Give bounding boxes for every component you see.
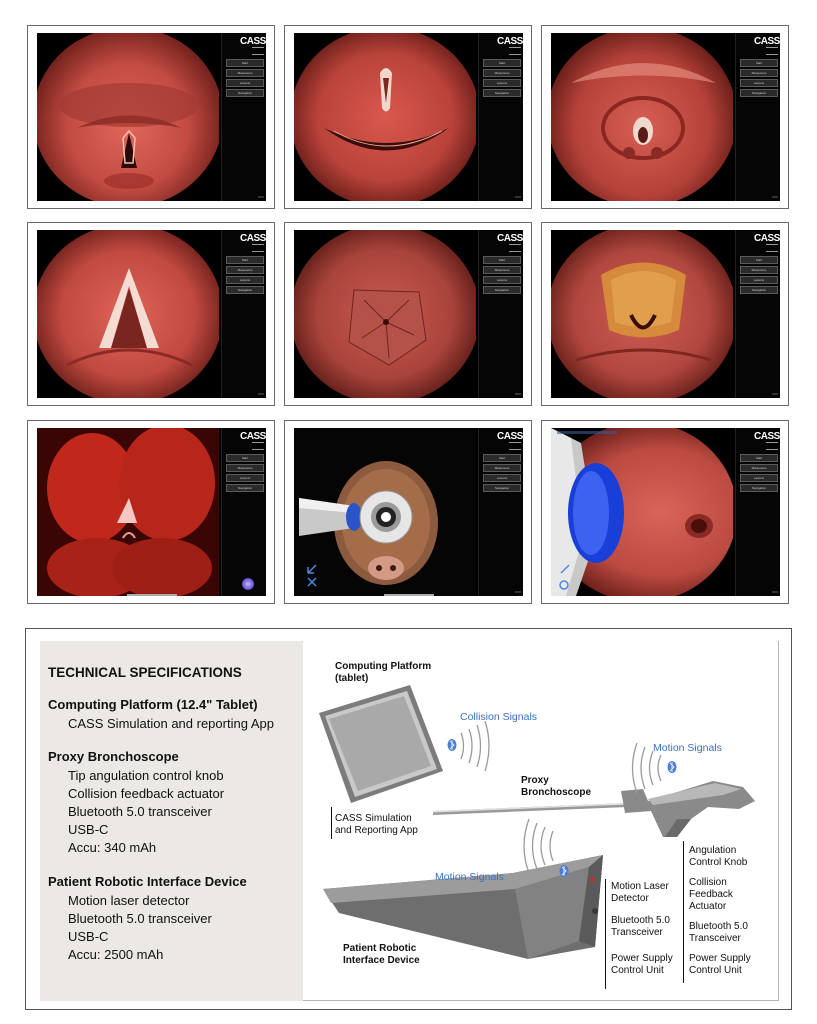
screenshot-panel: [541, 25, 789, 209]
interface-device-label: Patient Robotic: [343, 943, 417, 954]
endoscope-view: [551, 33, 733, 201]
logo-mark: [509, 442, 521, 450]
cass-logo: CASS: [754, 233, 780, 244]
start-button[interactable]: Start: [483, 59, 521, 67]
lesions-button[interactable]: Lesions: [483, 79, 521, 87]
logo-mark: [766, 442, 778, 450]
scope-part-label: Control Knob: [689, 857, 748, 868]
screenshot-panel: [284, 420, 532, 604]
logo-mark: [509, 244, 521, 252]
scope-part-label: Power Supply: [689, 953, 751, 964]
lesions-button[interactable]: Lesions: [226, 276, 264, 284]
spec-item: Tip angulation control knob: [68, 768, 224, 783]
spec-item: Collision feedback actuator: [68, 786, 225, 801]
start-button[interactable]: Start: [483, 454, 521, 462]
start-button[interactable]: Start: [483, 256, 521, 264]
device-part-label: Detector: [611, 893, 649, 904]
bronchoscope-label: Bronchoscope: [521, 787, 592, 798]
scope-parts-leader: [683, 841, 684, 983]
simulator-menu: [478, 33, 523, 201]
device-part-label: Motion Laser: [611, 881, 669, 892]
logo-mark: [509, 47, 521, 55]
simulator-screen: [551, 33, 780, 201]
scope-part-label: Transceiver: [689, 933, 741, 944]
simulator-screen: [551, 230, 780, 398]
navigation-button[interactable]: Navigation: [740, 89, 778, 97]
simulator-screen: [37, 230, 266, 398]
simulator-screen: [294, 428, 523, 596]
siri-icon[interactable]: [242, 578, 254, 590]
device-part-label: Power Supply: [611, 953, 673, 964]
lesions-button[interactable]: Lesions: [226, 79, 264, 87]
navigation-button[interactable]: Navigation: [483, 484, 521, 492]
endoscope-view: [294, 33, 476, 201]
maneuvres-button[interactable]: Maneuvres: [740, 69, 778, 77]
section-heading: Computing Platform (12.4" Tablet): [48, 697, 258, 712]
simulator-screen: [37, 428, 266, 596]
cass-logo: CASS: [497, 36, 523, 47]
scope-part-label: Actuator: [689, 901, 727, 912]
maneuvres-button[interactable]: Maneuvres: [483, 266, 521, 274]
simulator-menu: [735, 33, 780, 201]
maneuvres-button[interactable]: Maneuvres: [740, 266, 778, 274]
device-parts-leader: [605, 879, 606, 989]
scope-part-label: Control Unit: [689, 965, 742, 976]
motion-signal-waves-device: [524, 819, 553, 873]
status-marker: [772, 196, 778, 198]
status-marker: [515, 591, 521, 593]
status-marker: [772, 591, 778, 593]
simulator-screen: [551, 428, 780, 596]
home-indicator: [384, 594, 434, 596]
interface-device-label: Interface Device: [343, 955, 420, 966]
cass-logo: CASS: [240, 233, 266, 244]
cass-logo: CASS: [497, 431, 523, 442]
app-label: CASS Simulation: [335, 813, 412, 824]
lesions-button[interactable]: Lesions: [483, 474, 521, 482]
logo-mark: [252, 244, 264, 252]
maneuvres-button[interactable]: Maneuvres: [226, 464, 264, 472]
logo-mark: [252, 442, 264, 450]
lesions-button[interactable]: Lesions: [226, 474, 264, 482]
technical-specifications-figure: [25, 628, 792, 1010]
simulator-menu: [221, 230, 266, 398]
status-marker: [515, 196, 521, 198]
spec-item: USB-C: [68, 822, 109, 837]
simulator-screen: [294, 33, 523, 201]
device-part-label: Bluetooth 5.0: [611, 915, 670, 926]
navigation-button[interactable]: Navigation: [483, 286, 521, 294]
simulator-screen: [294, 230, 523, 398]
lesions-button[interactable]: Lesions: [740, 474, 778, 482]
navigation-button[interactable]: Navigation: [226, 286, 264, 294]
scope-part-label: Bluetooth 5.0: [689, 921, 748, 932]
spec-item: Bluetooth 5.0 transceiver: [68, 804, 212, 819]
section-heading: Proxy Bronchoscope: [48, 749, 179, 764]
patient-model-view: [294, 428, 476, 596]
navigation-button[interactable]: Navigation: [226, 89, 264, 97]
lesions-button[interactable]: Lesions: [740, 79, 778, 87]
logo-mark: [766, 47, 778, 55]
spec-item: Bluetooth 5.0 transceiver: [68, 911, 212, 926]
section-heading: Patient Robotic Interface Device: [48, 874, 247, 889]
system-diagram: [303, 641, 779, 1001]
tablet-subtitle: (tablet): [335, 673, 369, 684]
screenshot-panel: [27, 25, 275, 209]
spec-item: Accu: 2500 mAh: [68, 947, 164, 962]
cass-logo: CASS: [497, 233, 523, 244]
navigation-button[interactable]: Navigation: [483, 89, 521, 97]
maneuvres-button[interactable]: Maneuvres: [483, 69, 521, 77]
cass-logo: CASS: [754, 431, 780, 442]
screenshot-panel: [27, 420, 275, 604]
specifications-panel: [40, 641, 303, 1001]
endoscope-view: [37, 33, 219, 201]
lesions-button[interactable]: Lesions: [740, 276, 778, 284]
navigation-button[interactable]: Navigation: [226, 484, 264, 492]
spec-item: Accu: 340 mAh: [68, 840, 157, 855]
endoscope-view: [551, 428, 733, 596]
cass-logo: CASS: [754, 36, 780, 47]
start-button[interactable]: Start: [226, 454, 264, 462]
lesions-button[interactable]: Lesions: [483, 276, 521, 284]
start-button[interactable]: Start: [226, 256, 264, 264]
endoscope-view: [37, 428, 219, 596]
start-button[interactable]: Start: [226, 59, 264, 67]
collision-signal-waves: [461, 721, 489, 771]
maneuvres-button[interactable]: Maneuvres: [483, 464, 521, 472]
bluetooth-icon: [448, 739, 457, 751]
status-marker: [515, 393, 521, 395]
navigation-button[interactable]: Navigation: [740, 286, 778, 294]
motion-signals-scope-label: Motion Signals: [653, 742, 722, 754]
cass-logo: CASS: [240, 36, 266, 47]
screenshot-panel: [284, 25, 532, 209]
bluetooth-icon: [668, 761, 677, 773]
tablet-illustration: [319, 685, 443, 803]
endoscope-view: [551, 230, 733, 398]
status-marker: [258, 196, 264, 198]
start-button[interactable]: Start: [740, 454, 778, 462]
maneuvres-button[interactable]: Maneuvres: [740, 464, 778, 472]
scope-part-label: Collision: [689, 877, 727, 888]
cass-logo: CASS: [240, 431, 266, 442]
navigation-button[interactable]: Navigation: [740, 484, 778, 492]
simulator-screen: [37, 33, 266, 201]
screenshot-panel: [541, 222, 789, 406]
status-marker: [772, 393, 778, 395]
bluetooth-icon: [560, 865, 569, 877]
start-button[interactable]: Start: [740, 256, 778, 264]
app-label-leader: [331, 807, 332, 839]
screenshot-panel: [27, 222, 275, 406]
simulator-menu: [221, 428, 266, 596]
home-indicator: [127, 594, 177, 596]
device-part-label: Transceiver: [611, 927, 663, 938]
motion-signals-device-label: Motion Signals: [435, 871, 504, 883]
maneuvres-button[interactable]: Maneuvres: [226, 69, 264, 77]
collision-signals-label: Collision Signals: [460, 711, 538, 723]
status-readout: [557, 431, 617, 434]
simulator-menu: [221, 33, 266, 201]
endoscope-view: [37, 230, 219, 398]
status-marker: [258, 393, 264, 395]
app-label: and Reporting App: [335, 825, 418, 836]
endoscope-view: [294, 230, 476, 398]
logo-mark: [252, 47, 264, 55]
spec-item: USB-C: [68, 929, 109, 944]
maneuvres-button[interactable]: Maneuvres: [226, 266, 264, 274]
spec-item: Motion laser detector: [68, 893, 190, 908]
simulator-menu: [735, 230, 780, 398]
simulator-menu: [478, 428, 523, 596]
scope-part-label: Angulation: [689, 845, 737, 856]
screenshot-panel: [284, 222, 532, 406]
simulator-menu: [478, 230, 523, 398]
scope-part-label: Feedback: [689, 889, 733, 900]
simulator-menu: [735, 428, 780, 596]
logo-mark: [766, 244, 778, 252]
device-part-label: Control Unit: [611, 965, 664, 976]
start-button[interactable]: Start: [740, 59, 778, 67]
screenshot-panel: [541, 420, 789, 604]
tablet-title: Computing Platform: [335, 661, 432, 672]
spec-item: CASS Simulation and reporting App: [68, 716, 274, 731]
bronchoscope-label: Proxy: [521, 775, 549, 786]
bronchoscope-illustration: [433, 781, 755, 837]
specs-title: TECHNICAL SPECIFICATIONS: [48, 665, 242, 680]
